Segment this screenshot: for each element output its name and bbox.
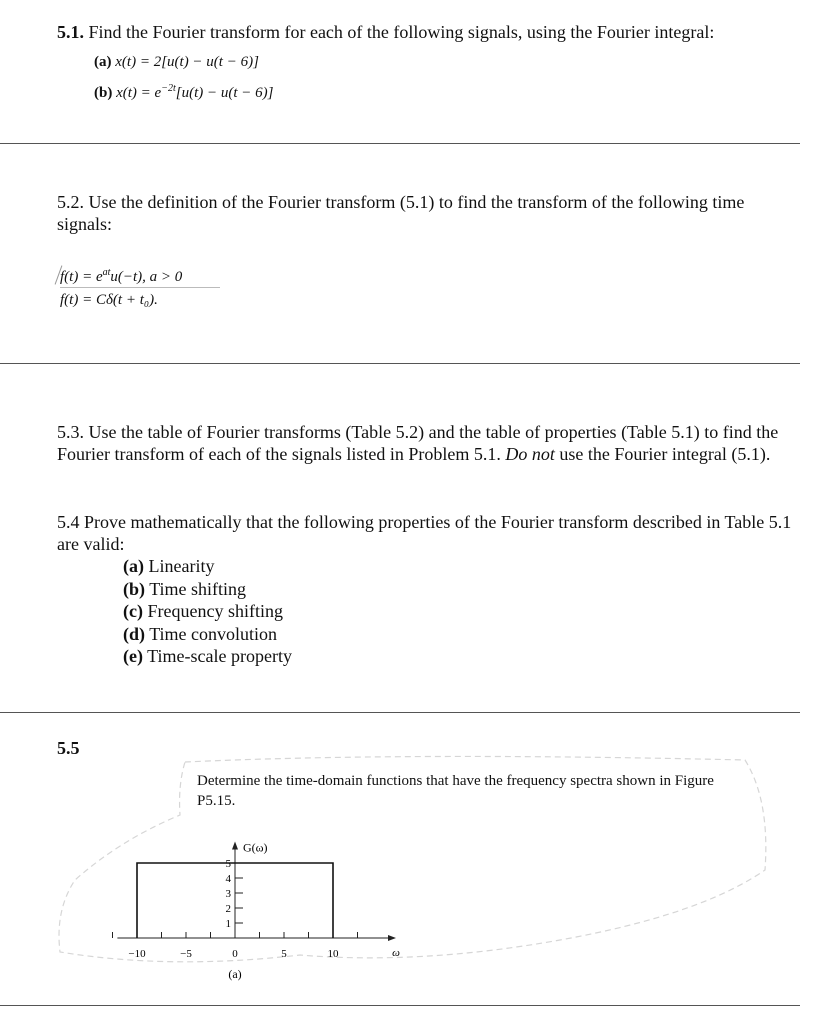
problem-5-3-text: 5.3. Use the table of Fourier transforms (Table 5.2) and the table of properties (Table 5.1) to find the Fourier transform of each of the signals listed in Problem 5.1. xyxy=(57,422,779,464)
problem-5-1-statement xyxy=(57,21,817,43)
problem-5-5-number: 5.5 xyxy=(57,738,80,758)
x-tick-label: −10 xyxy=(128,948,146,960)
problem-5-4-statement: 5.4 Prove mathematically that the following properties of the Fourier transform described in Table 5.1 are valid: xyxy=(57,512,792,554)
item-expression-exponent: at xyxy=(102,267,111,278)
section-divider xyxy=(0,363,800,364)
section-divider xyxy=(0,143,800,144)
problem-5-1-number: 5.1. xyxy=(57,22,84,42)
list-item xyxy=(123,623,292,646)
list-item-text: Time convolution xyxy=(149,623,278,644)
item-expression-rest: [u(t) − u(t − 6)] xyxy=(175,85,274,101)
item-label: (b) xyxy=(94,85,113,101)
problem-5-2-statement: 5.2. Use the definition of the Fourier transform (5.1) to find the transform of the following time signals: xyxy=(57,192,745,234)
list-item-label: (e) xyxy=(123,646,143,666)
problem-5-2-item-1 xyxy=(60,263,182,287)
x-axis-arrow xyxy=(388,935,396,941)
y-tick-label: 5 xyxy=(225,858,231,870)
section-divider xyxy=(0,712,800,713)
problem-5-1-item-a xyxy=(94,52,259,72)
item-expression-base: f(t) = e xyxy=(60,269,103,285)
list-item xyxy=(123,578,292,601)
x-tick-label: 10 xyxy=(327,948,339,960)
problem-5-5-statement: Determine the time-domain functions that have the frequency spectra shown in Figure P5.15. xyxy=(197,773,714,809)
item-label: (a) xyxy=(94,54,112,70)
list-item-text: Frequency shifting xyxy=(147,601,283,621)
item-expression-exponent: −2t xyxy=(161,83,176,94)
figure-caption: (a) xyxy=(228,967,242,981)
pen-underline xyxy=(60,287,220,288)
problem-5-1-text: Find the Fourier transform for each of the following signals, using the Fourier integral: xyxy=(88,22,715,42)
problem-5-3-emphasis: Do not xyxy=(505,444,555,464)
problem-5-4-list xyxy=(123,555,292,668)
list-item-text: Linearity xyxy=(148,556,215,576)
list-item-text: Time shifting xyxy=(149,578,247,599)
list-item-label: (d) xyxy=(123,623,145,644)
problem-5-2-item-2: f(t) = Cδ(t + t₀). xyxy=(60,292,158,308)
y-tick-label: 2 xyxy=(225,903,231,915)
item-expression-rest: u(−t), a > 0 xyxy=(110,269,183,285)
list-item xyxy=(123,645,292,668)
problem-5-3-statement xyxy=(57,421,792,465)
x-tick-label: 0 xyxy=(232,948,238,960)
list-item xyxy=(123,600,292,623)
list-item-label: (a) xyxy=(123,556,144,576)
problem-5-3-text-end: use the Fourier integral (5.1). xyxy=(554,444,771,464)
y-tick-label: 1 xyxy=(225,918,231,930)
list-item-text: Time-scale property xyxy=(147,646,292,666)
list-item xyxy=(123,555,292,578)
x-tick-label: −5 xyxy=(180,948,192,960)
y-tick-label: 3 xyxy=(225,888,231,900)
spectrum-chart xyxy=(90,815,420,985)
section-divider xyxy=(0,1005,800,1006)
item-expression: x(t) = 2[u(t) − u(t − 6)] xyxy=(115,54,259,70)
list-item-label: (c) xyxy=(123,601,143,621)
y-axis-arrow xyxy=(232,842,238,850)
x-axis-label: ω xyxy=(392,947,400,959)
item-expression-base: x(t) = e xyxy=(116,85,162,101)
problem-5-1-item-b xyxy=(94,79,273,103)
y-axis-label: G(ω) xyxy=(243,840,268,855)
list-item-label: (b) xyxy=(123,578,145,599)
y-tick-label: 4 xyxy=(225,873,231,885)
x-tick-label: 5 xyxy=(281,948,287,960)
